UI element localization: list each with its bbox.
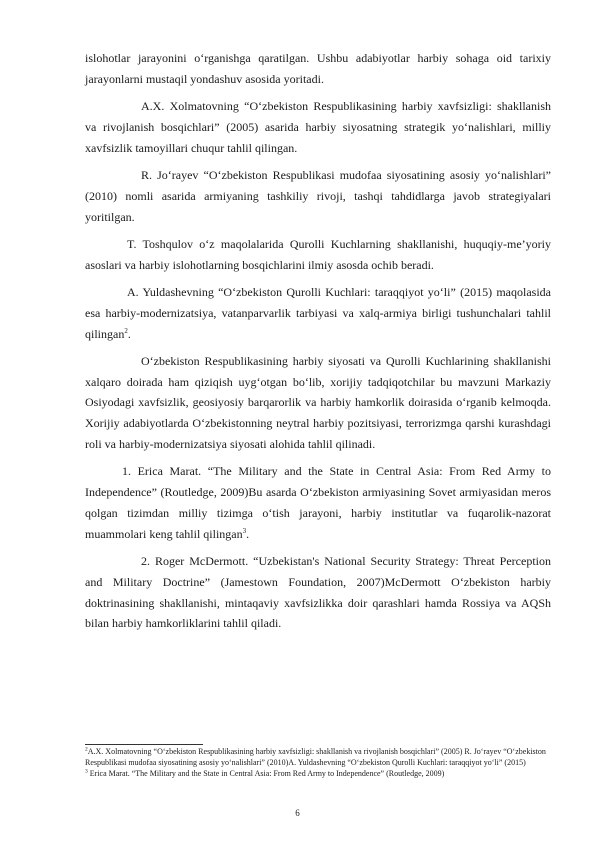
page-number: 6 <box>295 808 300 818</box>
paragraph-mcdermott: 2. Roger McDermott. “Uzbekistan's National Security Strategy: Threat Perception and Military Doctrine” (Jamestown Foundation, 2007)McDermott O‘zbekiston harbiy doktrinasining shakllanishi, mintaqaviy xavfsizlikka doir qarashlari hamda Rossiya va AQSh bilan harbiy hamkorliklarini tahlil qiladi. <box>85 554 551 631</box>
footnote-ref-2[interactable]: 2 <box>124 326 128 335</box>
paragraph-international: O‘zbekiston Respublikasining harbiy siyosati va Qurolli Kuchlarining shakllanishi xalqaro doirada ham qiziqish uyg‘otgan bo‘lib, xorijiy tadqiqotchilar bu mavzuni Markaziy Osiyodagi xavfsizlik, geosiyosiy barqarorlik va harbiy hamkorlik doirasida o‘rganib kelmoqda. Xorijiy adabiyotlarda O‘zbekistonning neytral harbiy pozitsiyasi, terrorizmga qarshi kurashdagi roli va harbiy-modernizatsiya siyosati alohida tahlil qilinadi. <box>85 353 551 452</box>
footnote-ref-3[interactable]: 3 <box>242 526 247 535</box>
paragraph-jorayev: R. Jo‘rayev “O‘zbekiston Respublikasi mudofaa siyosatining asosiy yo‘nalishlari” (2010) nomli asarida armiyaning tashkiliy rivoji, tashqi tahdidlarga javob strategiyalari yoritilgan. <box>85 167 551 224</box>
paragraph-yuldashev: A. Yuldashevning “O‘zbekiston Qurolli Kuchlari: taraqqiyot yo‘li” (2015) maqolasida esa harbiy-modernizatsiya, vatanparvarlik tarbiyasi va xalq-armiya birligi tushunchalari tahlil qilingan$^2$. <box>85 284 551 341</box>
paragraph-marat: 1. Erica Marat. “The Military and the State in Central Asia: From Red Army to Independence” (Routledge, 2009)Bu asarda O‘zbekiston armiyasining Sovet armiyasidan meros qolgan tizimdan milliy tizimga o‘tish jarayoni, harbiy institutlar va fuqarolik-nazorat muammolari keng tahlil qilingan$^3$. <box>85 464 551 541</box>
footnote-divider <box>85 744 203 745</box>
paragraph-xolmatov: A.X. Xolmatovning “O‘zbekiston Respublikasining harbiy xavfsizligi: shakllanish va rivojlanish bosqichlari” (2005) asarida harbiy siyosatning strategik yo‘nalishlari, milliy xavfsizlik tamoyillari chuqur tahlil qilingan. <box>85 99 551 155</box>
footnotes <box>85 746 551 780</box>
footnote-3: $^3$ Erica Marat. “The Military and the State in Central Asia: From Red Army to Independence” (Routledge, 2009) <box>85 768 445 779</box>
footnote-2: $^2$A.X. Xolmatovning “O‘zbekiston Respublikasining harbiy xavfsizligi: shakllanish va rivojlanish bosqichlari” (2005) R. Jo‘rayev “O‘zbekiston Respublikasi mudofaa siyosatining asosiy yo‘nalishlari” (2010)A. Yuldashevning “O‘zbekiston Qurolli Kuchlari: taraqqiyot yo‘li” (2015) <box>85 746 546 768</box>
page-body <box>85 48 551 641</box>
paragraph-intro: islohotlar jarayonini o‘rganishga qaratilgan. Ushbu adabiyotlar harbiy sohaga oid tarixiy jarayonlarni mustaqil yondashuv asosida yoritadi. <box>85 51 551 86</box>
paragraph-toshqulov: T. Toshqulov o‘z maqolalarida Qurolli Kuchlarning shakllanishi, huquqiy-me’yoriy asoslari va harbiy islohotlarning bosqichlarini ilmiy asosda ochib beradi. <box>85 236 551 272</box>
